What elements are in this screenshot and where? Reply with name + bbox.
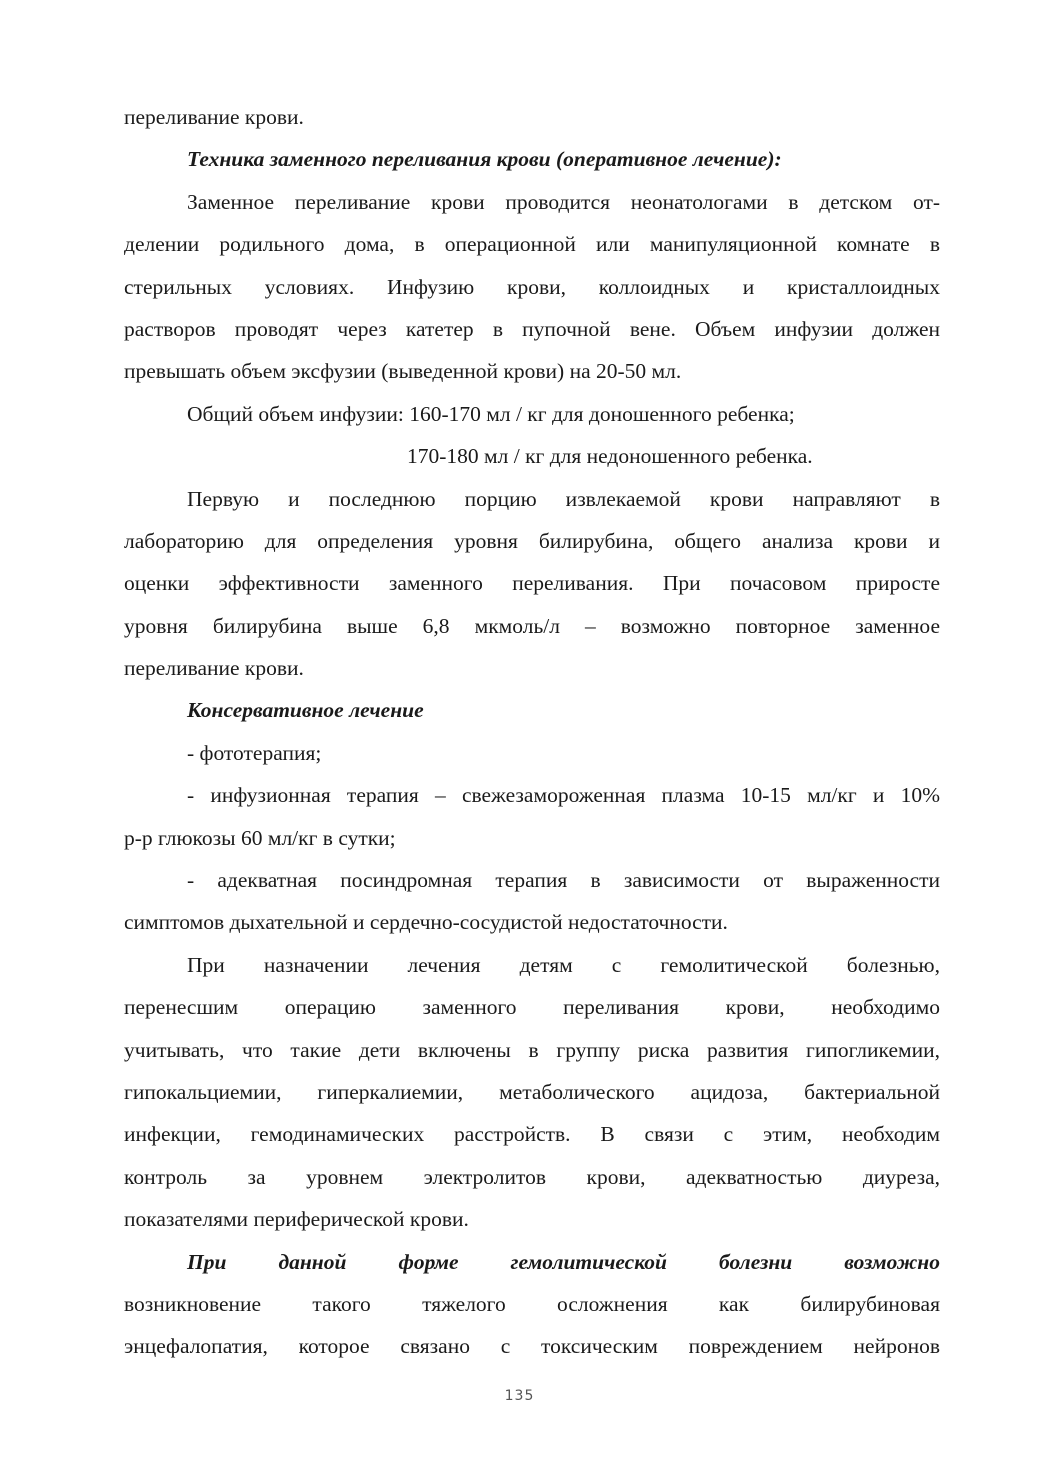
text-line: уровня билирубина выше 6,8 мкмоль/л – возможно повторное заменное [124,613,940,638]
text-line: инфекции, гемодинамических расстройств. В связи с этим, необходим [124,1122,940,1147]
text-line: оценки эффективности заменного переливания. При почасовом приросте [124,571,940,596]
text-line: растворов проводят через катетер в пупочной вене. Объем инфузии должен [124,316,940,341]
text-line: перенесшим операцию заменного переливания крови, необходимо [124,995,940,1020]
text-line: стерильных условиях. Инфузию крови, коллоидных и кристаллоидных [124,274,940,299]
text-line: показателями периферической крови. [124,1207,469,1232]
text-line: делении родильного дома, в операционной или манипуляционной комнате в [124,232,940,257]
text-line: При назначении лечения детям с гемолитической болезнью, [187,952,940,977]
section-heading-surgical-treatment: Техника заменного переливания крови (оперативное лечение): [187,147,782,172]
section-heading-conservative-treatment: Консервативное лечение [187,698,424,723]
text-line: гипокальциемии, гиперкалиемии, метаболического ацидоза, бактериальной [124,1079,940,1104]
list-item: - инфузионная терапия – свежезамороженная плазма 10-15 мл/кг и 10% [187,783,940,808]
emphasis-line: При данной форме гемолитической болезни возможно [187,1249,940,1274]
list-item: - фототерапия; [187,740,322,765]
text-line: переливание крови. [124,105,304,129]
text-line: Общий объем инфузии: 160-170 мл / кг для доношенного ребенка; [187,401,795,426]
text-line: контроль за уровнем электролитов крови, адекватностью диуреза, [124,1164,940,1189]
text-line: симптомов дыхательной и сердечно-сосудистой недостаточности. [124,910,728,935]
text-line: лабораторию для определения уровня билирубина, общего анализа крови и [124,528,940,553]
list-item: - адекватная посиндромная терапия в зависимости от выраженности [187,868,940,893]
document-page [124,96,940,1368]
text-line: переливание крови. [124,656,304,681]
text-line: Первую и последнюю порцию извлекаемой крови направляют в [187,486,940,511]
page-number: 135 [504,1388,535,1404]
text-line: учитывать, что такие дети включены в группу риска развития гипогликемии, [124,1037,940,1062]
text-line: Заменное переливание крови проводится неонатологами в детском от- [187,189,940,214]
text-line: р-р глюкозы 60 мл/кг в сутки; [124,825,396,850]
text-line: энцефалопатия, которое связано с токсическим повреждением нейронов [124,1334,940,1359]
text-line: превышать объем эксфузии (выведенной крови) на 20-50 мл. [124,359,682,384]
text-line: возникновение такого тяжелого осложнения как билирубиновая [124,1291,940,1316]
text-line: 170-180 мл / кг для недоношенного ребенка. [407,444,813,469]
